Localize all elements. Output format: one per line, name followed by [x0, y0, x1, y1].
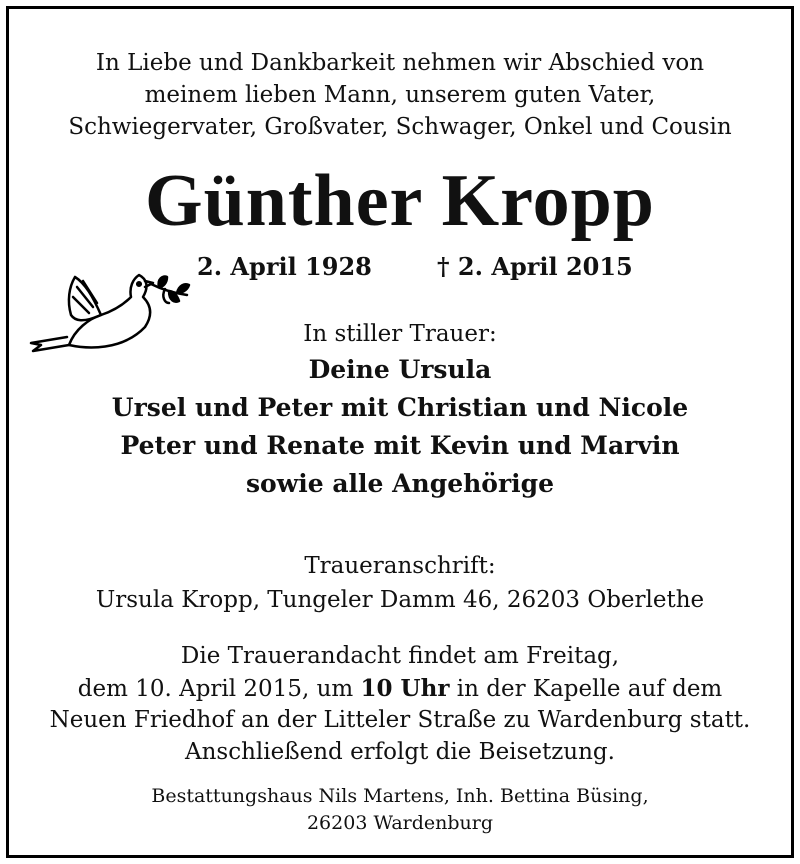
obituary-notice — [6, 6, 794, 858]
service-line-3: Neuen Friedhof an der Litteler Straße zu Wardenburg statt. — [49, 707, 751, 733]
mourner-line-4: sowie alle Angehörige — [245, 469, 555, 498]
service-line-2-post: in der Kapelle auf dem — [449, 676, 723, 702]
service-line-2 — [9, 675, 791, 702]
address-label: Traueranschrift: — [304, 553, 496, 579]
death-date: † 2. April 2015 — [437, 252, 633, 281]
mourning-label: In stiller Trauer: — [303, 321, 497, 347]
dove-icon — [27, 257, 197, 367]
intro-line-1: In Liebe und Dankbarkeit nehmen wir Abschied von — [95, 50, 705, 76]
mourner-line-2: Ursel und Peter mit Christian und Nicole — [111, 393, 689, 422]
undertaker-line-2: 26203 Wardenburg — [306, 812, 494, 834]
deceased-name: Günther Kropp — [145, 160, 655, 242]
service-time: 10 Uhr — [360, 675, 450, 702]
birth-date: 2. April 1928 — [197, 252, 372, 281]
undertaker-line-1: Bestattungshaus Nils Martens, Inh. Bettina Büsing, — [151, 785, 649, 807]
service-line-2-pre: dem 10. April 2015, um — [77, 676, 361, 702]
service-line-1: Die Trauerandacht findet am Freitag, — [180, 643, 620, 669]
mourner-line-1: Deine Ursula — [308, 355, 492, 384]
mourner-line-3: Peter und Renate mit Kevin und Marvin — [120, 431, 680, 460]
intro-line-2: meinem lieben Mann, unserem guten Vater, — [144, 82, 656, 108]
service-line-4: Anschließend erfolgt die Beisetzung. — [185, 739, 615, 765]
intro-line-3: Schwiegervater, Großvater, Schwager, Onkel und Cousin — [68, 114, 732, 140]
address: Ursula Kropp, Tungeler Damm 46, 26203 Oberlethe — [95, 587, 705, 613]
